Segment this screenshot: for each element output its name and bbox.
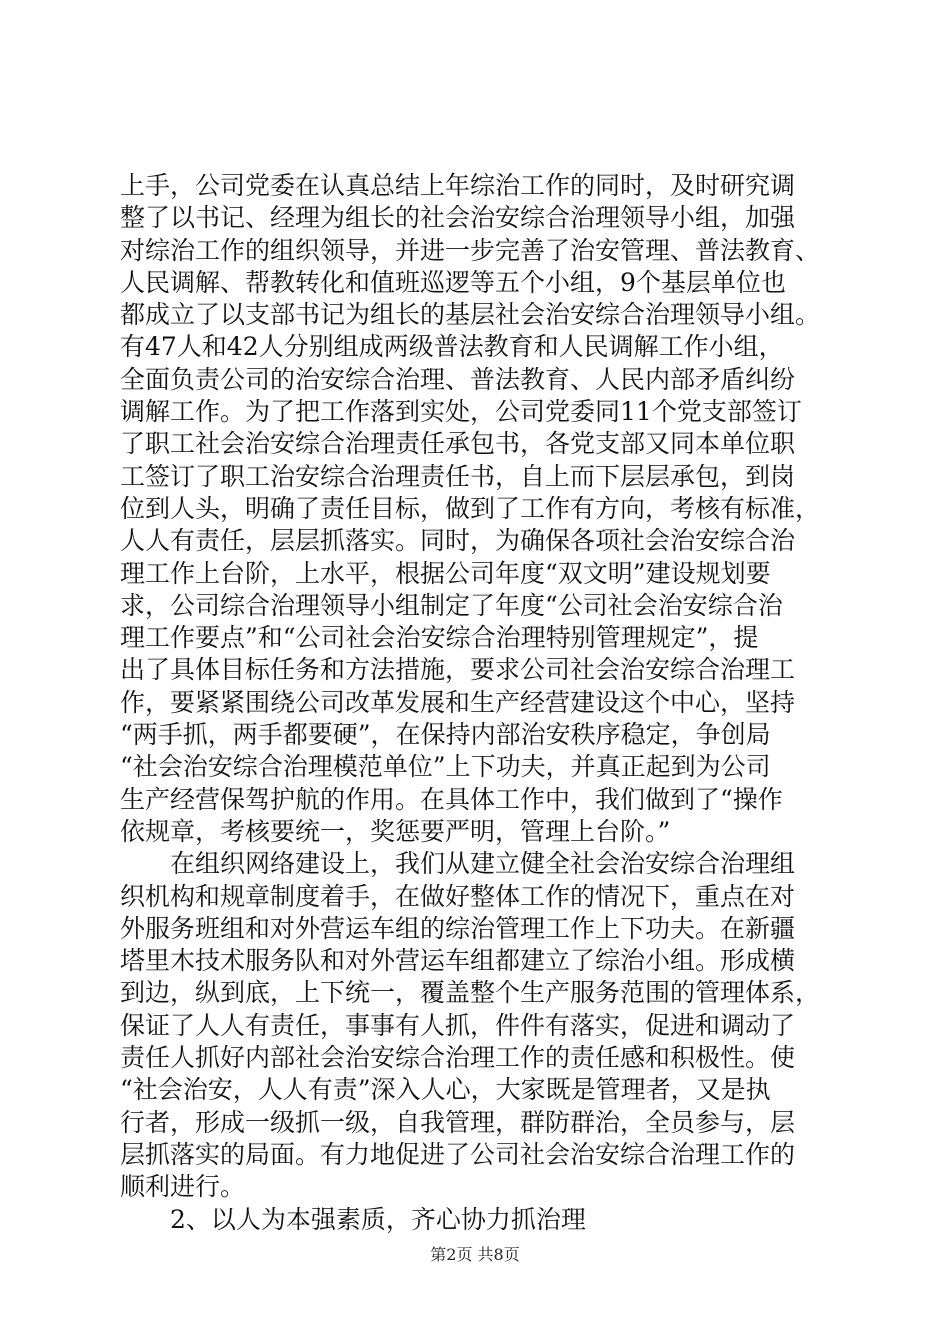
text-line: 工签订了职工治安综合治理责任书，自上而下层层承包，到岗 [120, 461, 796, 491]
text-line: 调解工作。为了把工作落到实处，公司党委同11个党支部签订 [120, 397, 802, 427]
text-line: 保证了人人有责任，事事有人抓，件件有落实，促进和调动了 [120, 1010, 796, 1040]
text-line: 了职工社会治安综合治理责任承包书，各党支部又同本单位职 [120, 429, 796, 459]
text-line: 全面负责公司的治安综合治理、普法教育、人民内部矛盾纠纷 [120, 364, 796, 394]
text-line: 外服务班组和对外营运车组的综治管理工作上下功夫。在新疆 [120, 913, 796, 943]
paragraph-first-line: 在组织网络建设上，我们从建立健全社会治安综合治理组 [170, 849, 796, 879]
text-line: 理工作要点”和“公司社会治安综合治理特别管理规定”，提 [120, 623, 759, 653]
text-line: 人民调解、帮教转化和值班巡逻等五个小组，9个基层单位也 [120, 267, 786, 297]
text-line: “社会治安综合治理模范单位”上下功夫，并真正起到为公司 [120, 752, 771, 782]
text-line: 生产经营保驾护航的作用。在具体工作中，我们做到了“操作 [120, 784, 783, 814]
text-line: 作，要紧紧围绕公司改革发展和生产经营建设这个中心，坚持 [120, 687, 796, 717]
text-line: 理工作上台阶，上水平，根据公司年度“双文明”建设规划要 [120, 558, 771, 588]
text-line: 塔里木技术服务队和对外营运车组都建立了综治小组。形成横 [120, 946, 796, 976]
text-line: 责任人抓好内部社会治安综合治理工作的责任感和积极性。使 [120, 1043, 796, 1073]
text-line: 对综治工作的组织领导，并进一步完善了治安管理、普法教育、 [120, 235, 821, 265]
text-line: 层抓落实的局面。有力地促进了公司社会治安综合治理工作的 [120, 1139, 796, 1169]
text-line: 位到人头，明确了责任目标，做到了工作有方向，考核有标准， [120, 493, 821, 523]
text-line: 求，公司综合治理领导小组制定了年度“公司社会治安综合治 [120, 590, 783, 620]
text-line: “社会治安，人人有责”深入人心，大家既是管理者，又是执 [120, 1075, 771, 1105]
body-text [120, 170, 840, 1236]
text-line: 依规章，考核要统一，奖惩要严明，管理上台阶。” [120, 816, 671, 846]
text-line: 织机构和规章制度着手，在做好整体工作的情况下，重点在对 [120, 881, 796, 911]
page-number-label: 第2页 共8页 [430, 1245, 520, 1264]
page-footer [0, 1245, 950, 1265]
text-line: 出了具体目标任务和方法措施，要求公司社会治安综合治理工 [120, 655, 796, 685]
text-line: “两手抓，两手都要硬”，在保持内部治安秩序稳定，争创局 [120, 720, 771, 750]
text-line: 整了以书记、经理为组长的社会治安综合治理领导小组，加强 [120, 203, 796, 233]
text-line: 有47人和42人分别组成两级普法教育和人民调解工作小组， [120, 332, 784, 362]
text-line: 人人有责任，层层抓落实。同时，为确保各项社会治安综合治 [120, 526, 796, 556]
text-line: 都成立了以支部书记为组长的基层社会治安综合治理领导小组。 [120, 300, 821, 330]
text-line: 到边，纵到底，上下统一，覆盖整个生产服务范围的管理体系， [120, 978, 821, 1008]
section-heading: 2、以人为本强素质，齐心协力抓治理 [170, 1204, 586, 1234]
text-line: 顺利进行。 [120, 1172, 246, 1202]
text-line: 上手，公司党委在认真总结上年综治工作的同时，及时研究调 [120, 171, 796, 200]
text-line: 行者，形成一级抓一级，自我管理，群防群治，全员参与，层 [120, 1107, 796, 1137]
